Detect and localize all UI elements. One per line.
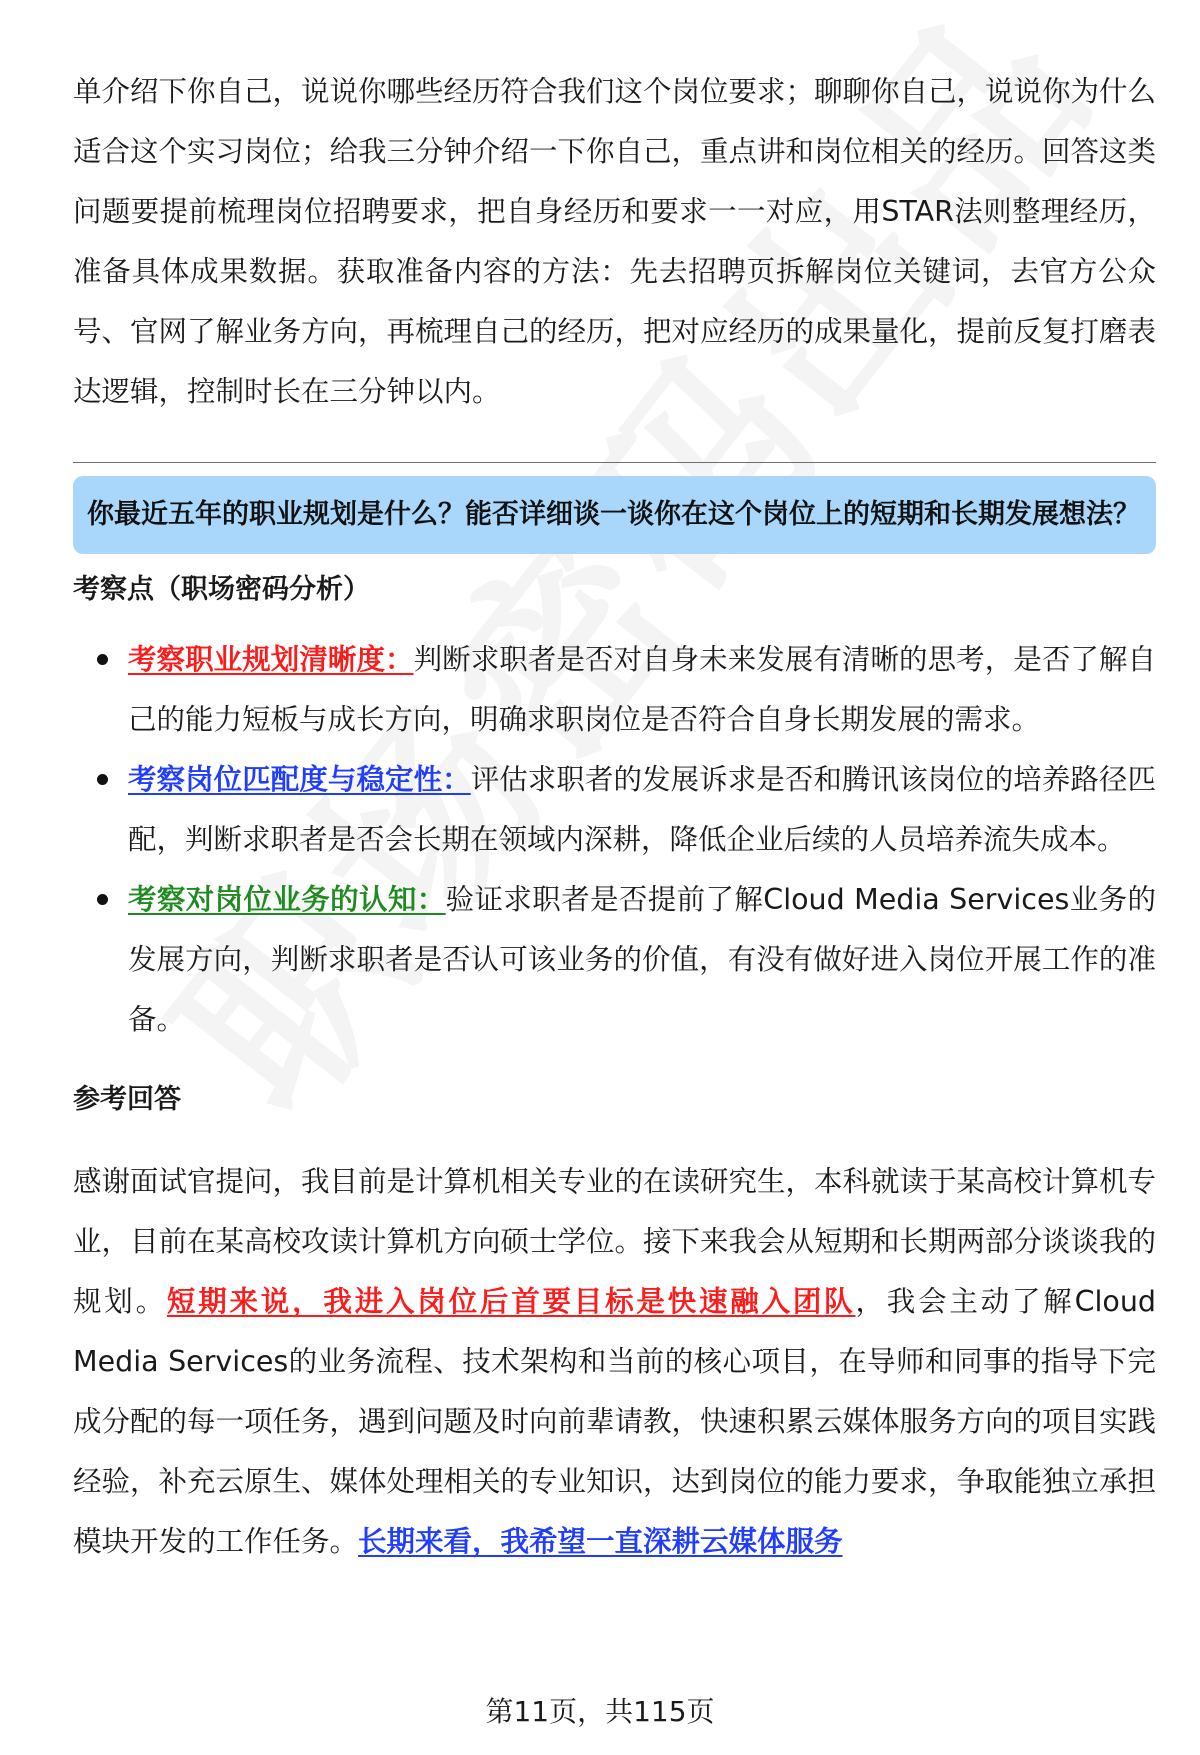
question-box: 你最近五年的职业规划是什么？能否详细谈一谈你在这个岗位上的短期和长期发展想法？ xyxy=(73,476,1156,554)
answer-text: 感谢面试官提问，我目前是计算机相关专业的在读研究生，本科就读于某高校计算机专业，目前在某高校攻读计算机方向硕士学位。接下来我会从短期和长期两部分谈谈我的规划。 xyxy=(73,1165,1157,1318)
analysis-item xyxy=(73,750,1156,870)
analysis-item-text: 验证求职者是否提前了解Cloud Media Services业务的发展方向，判断求职者是否认可该业务的价值，有没有做好进入岗位开展工作的准备。 xyxy=(128,883,1156,1036)
reference-answer xyxy=(73,1152,1156,1572)
analysis-item xyxy=(73,630,1156,750)
bullet-dot xyxy=(97,654,108,665)
analysis-item-lead: 考察岗位匹配度与稳定性： xyxy=(128,763,471,796)
bullet-dot xyxy=(97,894,108,905)
analysis-item-text: 判断求职者是否对自身未来发展有清晰的思考，是否了解自己的能力短板与成长方向，明确求职岗位是否符合自身长期发展的需求。 xyxy=(128,643,1156,736)
analysis-item xyxy=(73,870,1156,1050)
analysis-title: 考察点（职场密码分析） xyxy=(73,574,370,605)
analysis-list xyxy=(73,630,1156,1050)
page-number: 第11页，共115页 xyxy=(485,1695,715,1728)
analysis-item-lead: 考察对岗位业务的认知： xyxy=(128,883,446,916)
analysis-item-text: 评估求职者的发展诉求是否和腾讯该岗位的培养路径匹配，判断求职者是否会长期在领域内深耕，降低企业后续的人员培养流失成本。 xyxy=(128,763,1156,856)
answer-highlight-long-term: 长期来看，我希望一直深耕云媒体服务 xyxy=(358,1525,843,1558)
intro-paragraph: 单介绍下你自己，说说你哪些经历符合我们这个岗位要求；聊聊你自己，说说你为什么适合这个实习岗位；给我三分钟介绍一下你自己，重点讲和岗位相关的经历。回答这类问题要提前梳理岗位招聘要求，把自身经历和要求一一对应，用STAR法则整理经历，准备具体成果数据。获取准备内容的方法：先去招聘页拆解岗位关键词，去官方公众号、官网了解业务方向，再梳理自己的经历，把对应经历的成果量化，提前反复打磨表达逻辑，控制时长在三分钟以内。 xyxy=(73,75,1157,408)
page-content xyxy=(73,62,1156,1572)
analysis-item-lead: 考察职业规划清晰度： xyxy=(128,643,414,676)
reference-answer-title: 参考回答 xyxy=(73,1084,181,1115)
answer-text: ，我会主动了解Cloud Media Services的业务流程、技术架构和当前的核心项目，在导师和同事的指导下完成分配的每一项任务，遇到问题及时向前辈请教，快速积累云媒体服务方向的项目实践经验，补充云原生、媒体处理相关的专业知识，达到岗位的能力要求，争取能独立承担模块开发的工作任务。 xyxy=(73,1285,1157,1558)
answer-highlight-short-term: 短期来说，我进入岗位后首要目标是快速融入团队 xyxy=(166,1285,856,1318)
bullet-dot xyxy=(97,774,108,785)
section-divider xyxy=(73,462,1156,463)
